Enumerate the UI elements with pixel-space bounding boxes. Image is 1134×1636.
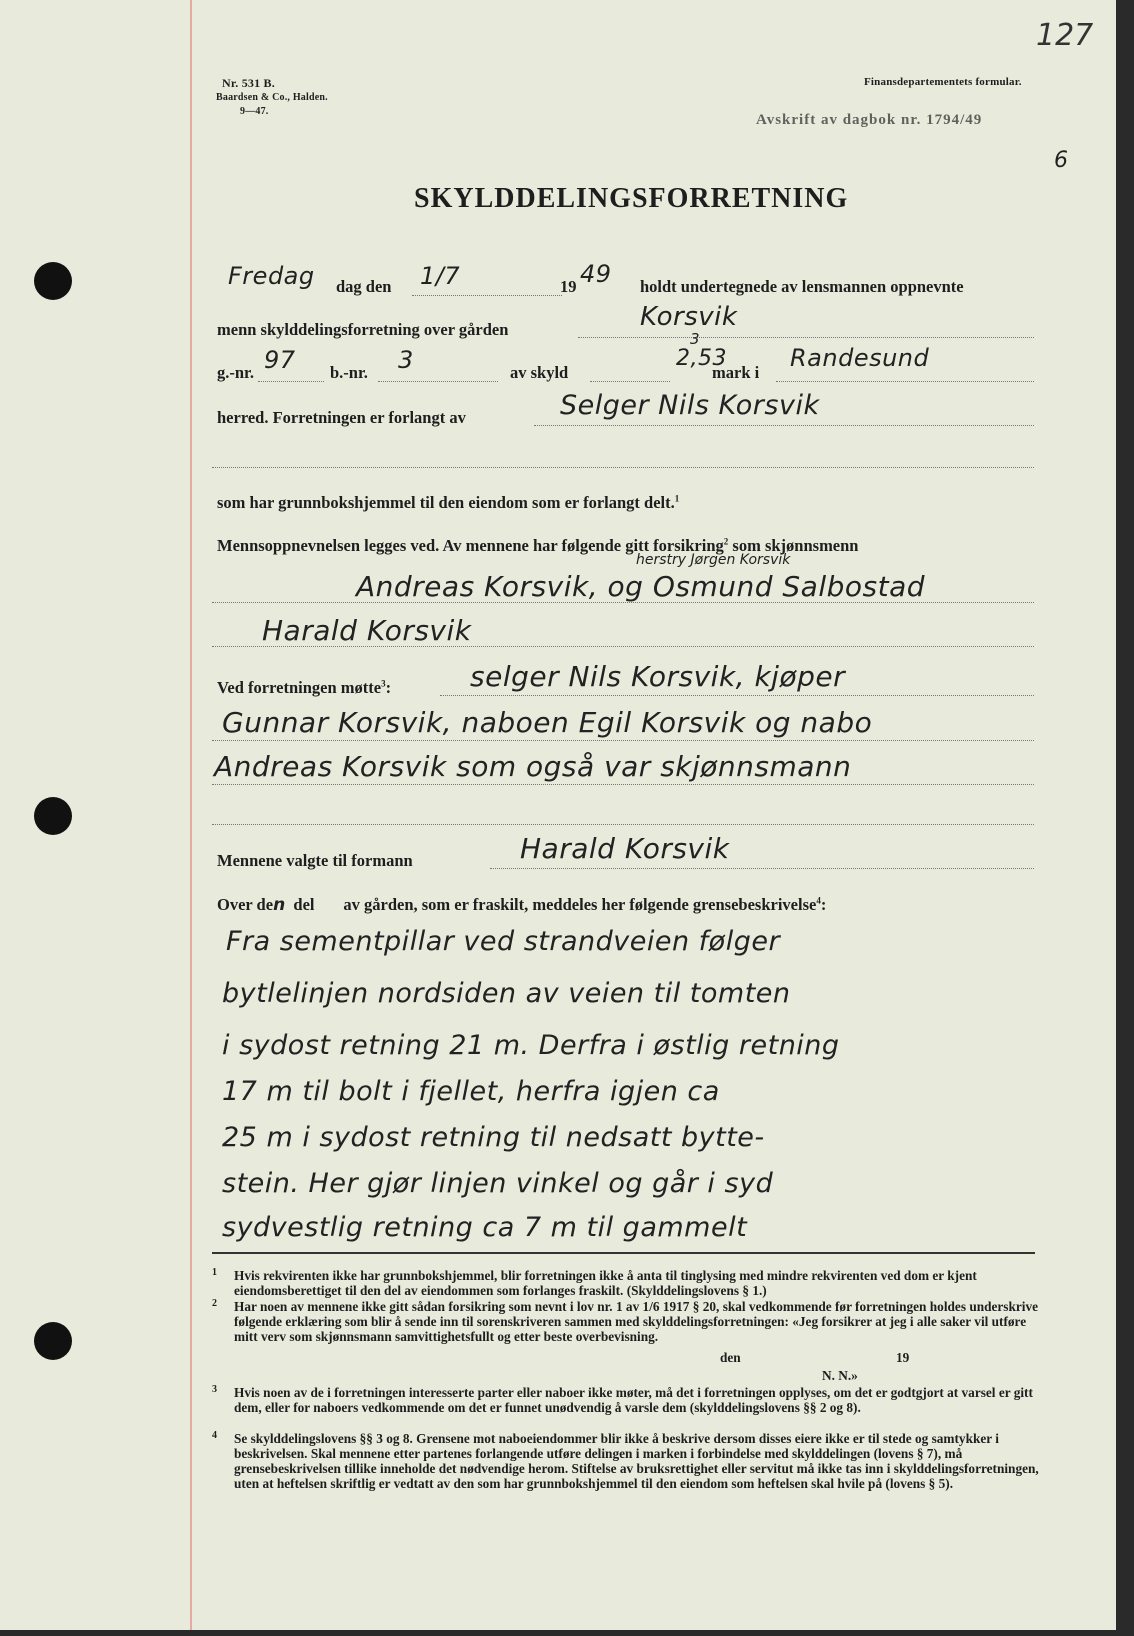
boundary-line-6: stein. Her gjør linjen vinkel og går i syd [222,1168,774,1199]
appraiser-insert: herstry Jørgen Korsvik [636,552,791,568]
boundary-line-5: 25 m i sydost retning til nedsatt bytte- [222,1122,765,1153]
boundary-line-3: i sydost retning 21 m. Derfra i østlig retning [222,1030,840,1061]
boundary-line-2: bytlelinjen nordsiden av veien til tomten [222,978,791,1009]
footnote-3: 3 Hvis noen av de i forretningen interesserte parter eller naboer ikke møter, må det i forretningen opplyses, om det er godtgjort at varsel er gitt dem, eller for naboers vedkommende om det er funnet unødvendig å varsle dem (skylddelingslovens §§ 2 og 8). [212,1384,1033,1415]
weekday: Fredag [228,262,315,290]
date: 1/7 [420,262,461,290]
boundary-line-1: Fra sementpillar ved strandveien følger [226,926,781,957]
boundary-line-4: 17 m til bolt i fjellet, herfra igjen ca [222,1076,720,1107]
year: 49 [580,260,612,288]
footnote-2: 2 Har noen av mennene ikke gitt sådan forsikring som nevnt i lov nr. 1 av 1/6 1917 § 20, skal vedkommende før forretningen holdes underskrive følgende erklæring som blir å sende inn til sorenskriveren sammen med skylddelingsforretningen: «Jeg forsikrer at jeg i alle saker vil utføre mitt verv som skjønnsmann samvittighetsfullt og etter beste overbevisning. [212,1298,1039,1344]
footnote-divider [212,1252,1035,1254]
line6-text: Mennsoppnevnelsen legges ved. Av mennene har følgende gitt forsikring$^2$ som skjønnsmenn [217,536,859,555]
chairman-label: Mennene valgte til formann [217,851,413,870]
label-dag-den: dag den [336,277,392,296]
year-prefix: 19 [560,277,577,296]
requester: Selger Nils Korsvik [560,390,820,421]
footnote-2-year: 19 [896,1350,910,1365]
line2-label: menn skylddelingsforretning over gården [217,320,509,339]
label-skyld: av skyld [510,363,569,382]
skyld-correction: 3 [690,330,700,348]
present-line-1: selger Nils Korsvik, kjøper [470,660,846,693]
print-date: 9—47. [240,106,269,117]
registration-stamp: Avskrift av dagbok nr. 1794/49 [756,112,983,128]
label-gnr: g.-nr. [217,363,254,382]
municipality: Randesund [790,344,930,372]
footnote-4: 4 Se skylddelingslovens §§ 3 og 8. Grensene mot naboeiendommer blir ikke å beskrive dersom disses eiere ikke er til stede og samtykker i beskrivelsen. Skal mennene etter partenes forlangende utføre delingen i marken i forbindelse med skylddelingen (lovens § 7), må grensebeskrivelsen tillike inneholde det nødvendige herom. Stiftelse av bruksrettighet eller servitut må ikke tas inn i skylddelingsforretningen, uten at heftelsen skriftlig er vedtatt av den som har grunnbokshjemmel til den eiendom som heftelsen skal hvile på (lovens § 5). [212,1430,1039,1491]
present-line-2: Gunnar Korsvik, naboen Egil Korsvik og nabo [222,706,873,739]
footnote-2-signature: N. N.» [822,1368,858,1383]
punch-hole-bottom [34,1322,72,1360]
appraisers-line-1: Andreas Korsvik, og Osmund Salbostad [356,570,926,603]
margin-line [190,0,192,1630]
punch-hole-middle [34,797,72,835]
printer: Baardsen & Co., Halden. [216,92,328,103]
line4-label: herred. Forretningen er forlangt av [217,408,466,427]
bnr-value: 3 [398,346,414,374]
ministry-form: Finansdepartementets formular. [864,76,1022,88]
chairman-name: Harald Korsvik [520,832,730,865]
present-label: Ved forretningen møtte$^3$: [217,678,392,697]
gnr-value: 97 [264,346,296,374]
line1-tail: holdt undertegnede av lensmannen oppnevnte [640,277,964,296]
document-title: SKYLDDELINGSFORRETNING [414,183,849,214]
footnote-2-den: den [720,1350,741,1365]
punch-hole-top [34,262,72,300]
footnote-1: 1 Hvis rekvirenten ikke har grunnbokshjemmel, blir forretningen ikke å anta til tinglysing med mindre rekvirenten ved dom er kjent eiendomsberettiget til den del av eiendommen som forlanges fraskilt. (Skylddelingslovens § 1.) [212,1267,977,1298]
label-mark-i: mark i [712,363,760,382]
stamp-mark: 6 [1054,148,1068,173]
boundary-line-7: sydvestlig retning ca 7 m til gammelt [222,1212,748,1243]
boundary-label: Over den del av gården, som er fraskilt, meddeles her følgende grensebeskrivelse$^4$: [217,895,827,915]
skyld-value: 2,53 [676,346,727,371]
appraisers-line-2: Harald Korsvik [262,614,472,647]
farm-name: Korsvik [640,302,738,332]
present-line-3: Andreas Korsvik som også var skjønnsmann [214,750,852,783]
line5-text: som har grunnbokshjemmel til den eiendom som er forlangt delt.$^1$ [217,493,680,512]
label-bnr: b.-nr. [330,363,368,382]
page-number: 127 [1036,18,1094,53]
form-number: Nr. 531 B. [222,76,275,90]
